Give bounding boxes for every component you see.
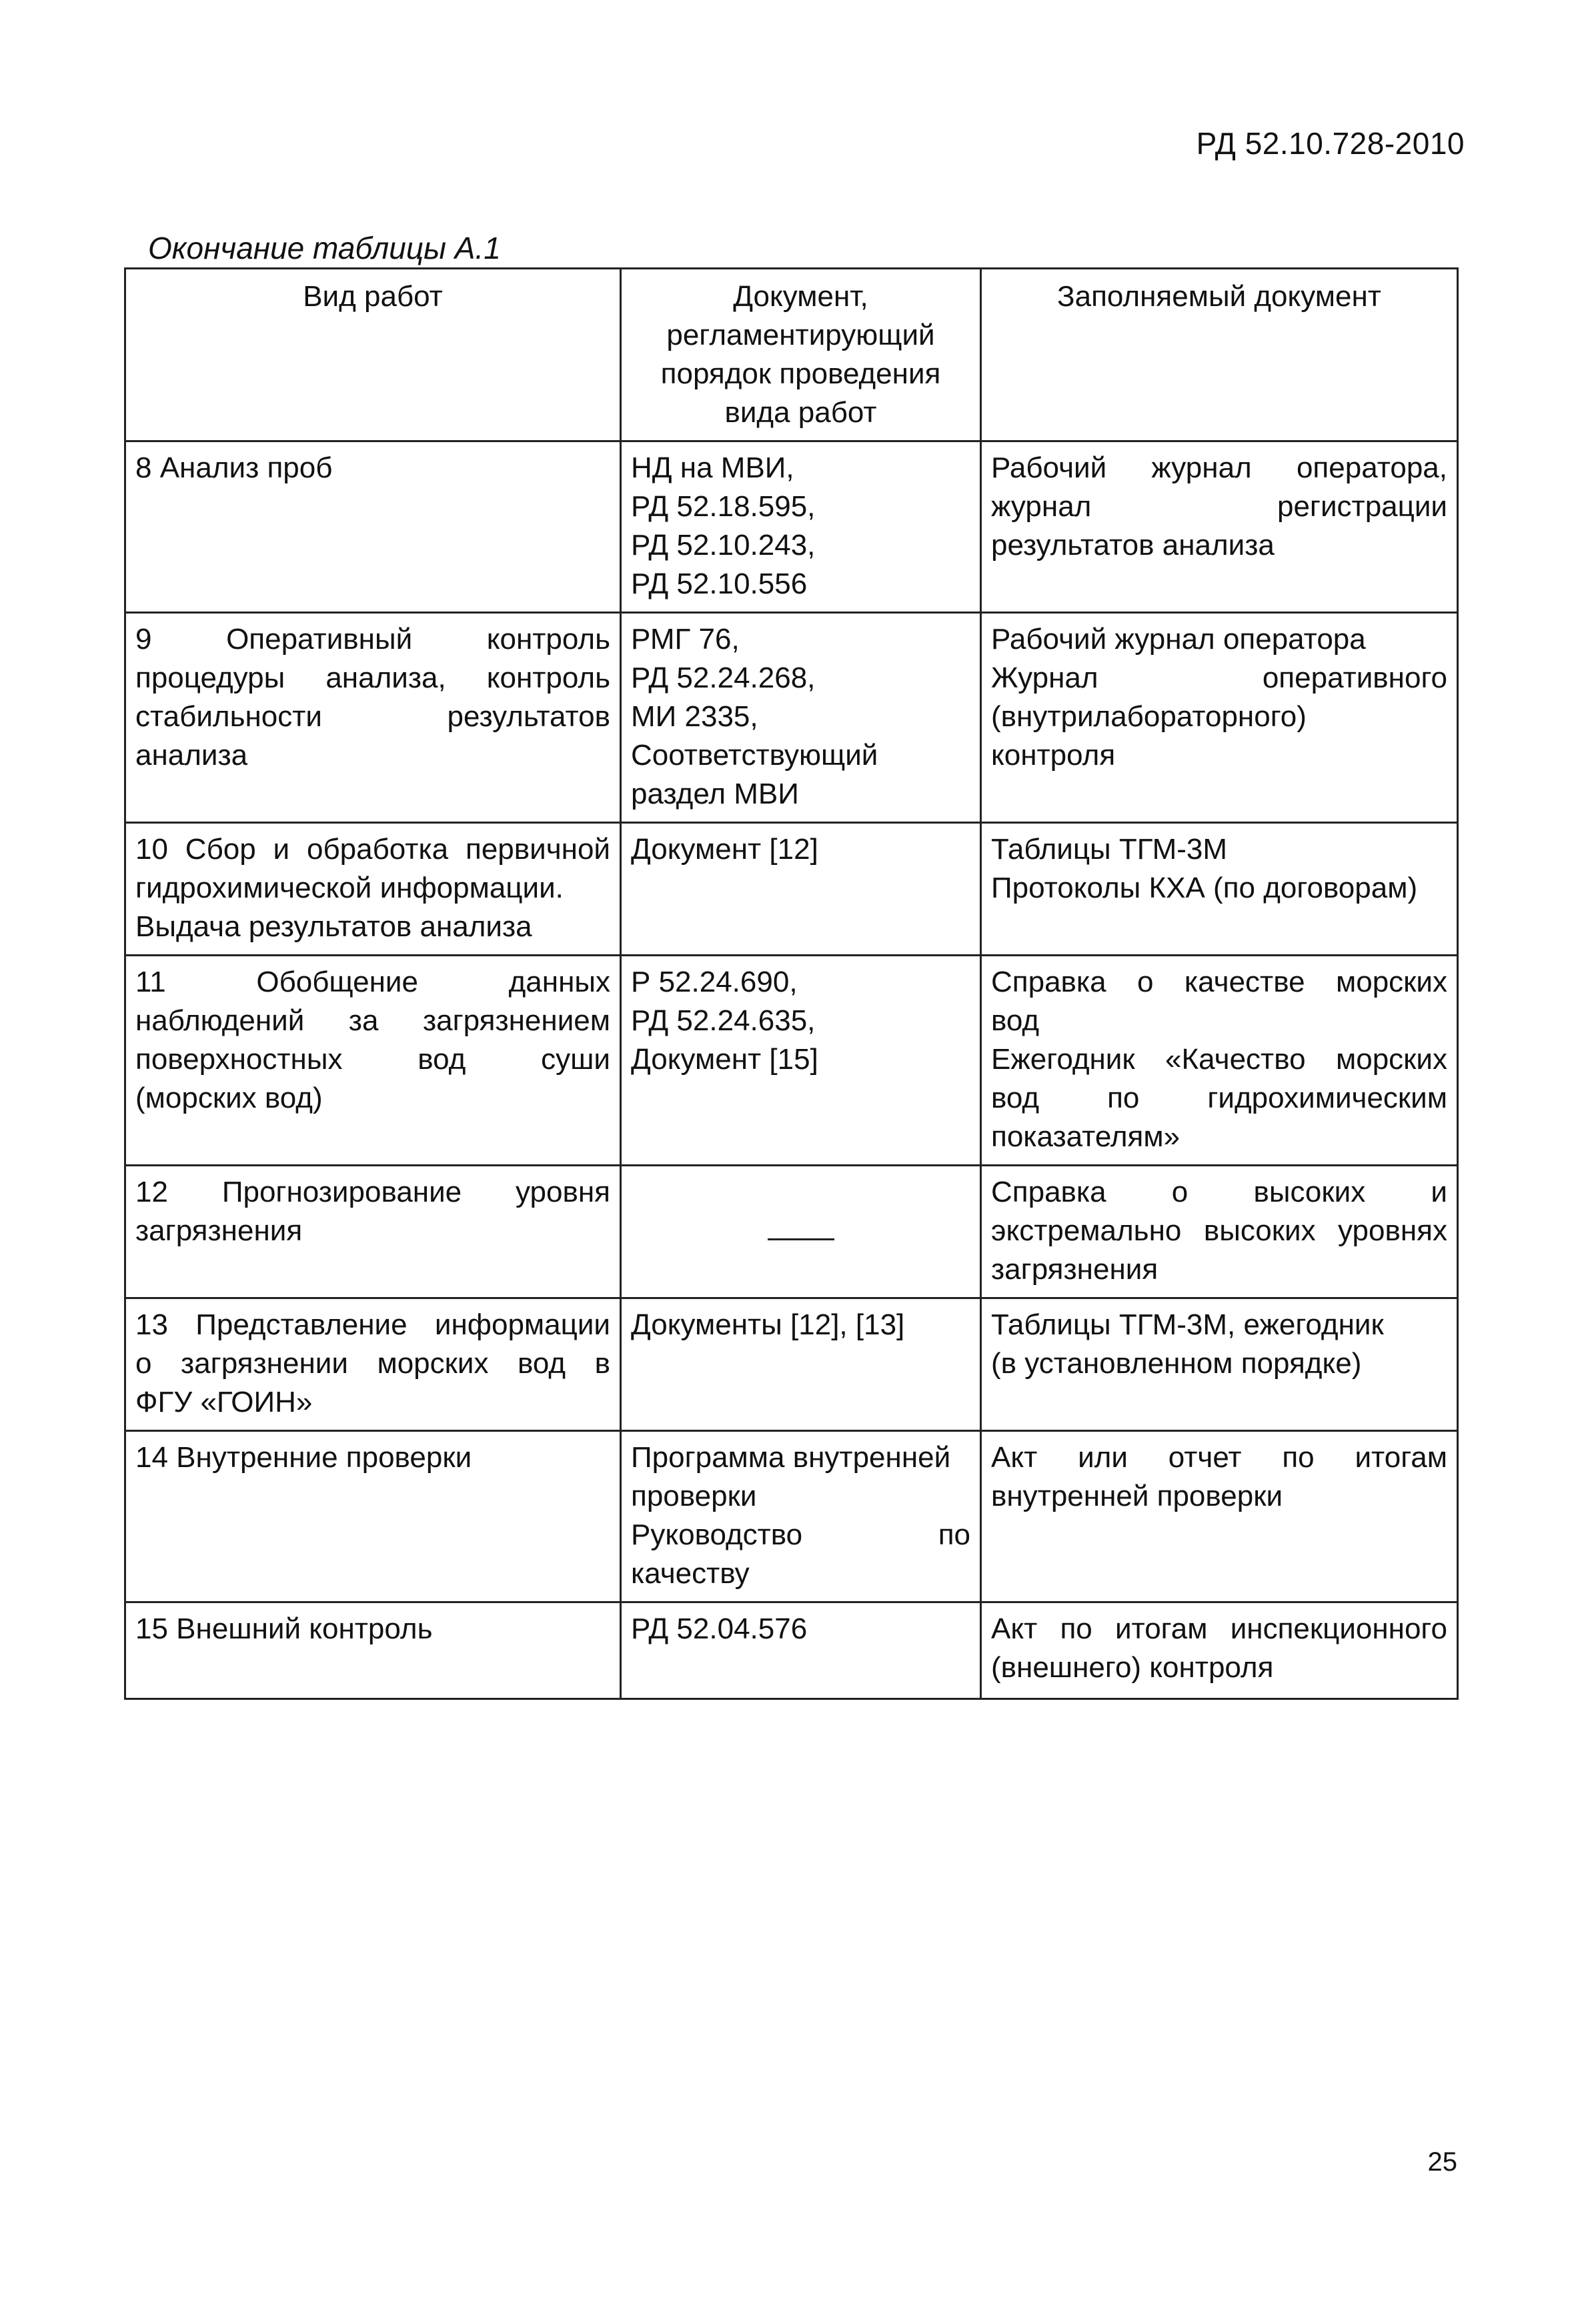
cell-regulating-document: Программа внутренней проверки Руководство по качеству [621,1431,981,1602]
cell-work-type: 10 Сбор и обработка первичной гидрохимической информации. Выдача результатов анализа [125,823,621,956]
table-row [125,613,1458,823]
dash-placeholder [768,1238,834,1240]
document-code: РД 52.10.728-2010 [1196,126,1465,161]
cell-regulating-document: РМГ 76, РД 52.24.268, МИ 2335, Соответствующий раздел МВИ [621,613,981,823]
table-row [125,1431,1458,1602]
table-row [125,823,1458,956]
page-number: 25 [1427,2147,1457,2177]
cell-filled-document: Справка о качестве морских вод Ежегодник «Качество морских вод по гидрохимическим показателям» [981,956,1458,1166]
cell-work-type: 14 Внутренние проверки [125,1431,621,1602]
header-cell-filled-document: Заполняемый документ [981,269,1458,441]
table-row [125,441,1458,613]
cell-filled-document: Таблицы ТГМ-3М Протоколы КХА (по договорам) [981,823,1458,956]
cell-filled-document: Рабочий журнал оператора, журнал регистрации результатов анализа [981,441,1458,613]
cell-regulating-document-empty [621,1166,981,1298]
cell-regulating-document: Документы [12], [13] [621,1298,981,1431]
cell-regulating-document: РД 52.04.576 [621,1602,981,1699]
header-cell-regulating-document: Документ, регламентирующий порядок проведения вида работ [621,269,981,441]
cell-filled-document: Справка о высоких и экстремально высоких уровнях загрязнения [981,1166,1458,1298]
table-row [125,1602,1458,1699]
cell-regulating-document: НД на МВИ, РД 52.18.595, РД 52.10.243, РД 52.10.556 [621,441,981,613]
cell-regulating-document: Р 52.24.690, РД 52.24.635, Документ [15] [621,956,981,1166]
table-caption: Окончание таблицы А.1 [148,231,501,265]
cell-filled-document: Акт по итогам инспекционного (внешнего) контроля [981,1602,1458,1699]
table-row [125,1298,1458,1431]
cell-filled-document: Акт или отчет по итогам внутренней проверки [981,1431,1458,1602]
cell-regulating-document: Документ [12] [621,823,981,956]
cell-work-type: 15 Внешний контроль [125,1602,621,1699]
cell-filled-document: Таблицы ТГМ-3М, ежегодник (в установленном порядке) [981,1298,1458,1431]
cell-work-type: 13 Представление информации о загрязнении морских вод в ФГУ «ГОИН» [125,1298,621,1431]
cell-work-type: 12 Прогнозирование уровня загрязнения [125,1166,621,1298]
cell-filled-document: Рабочий журнал оператора Журнал оперативного (внутрилабораторного) контроля [981,613,1458,823]
work-types-table [124,267,1459,1700]
table-row [125,1166,1458,1298]
cell-work-type: 9 Оперативный контроль процедуры анализа, контроль стабильности результатов анализа [125,613,621,823]
table-header-row [125,269,1458,441]
header-cell-work-type: Вид работ [125,269,621,441]
cell-work-type: 11 Обобщение данных наблюдений за загрязнением поверхностных вод суши (морских вод) [125,956,621,1166]
cell-work-type: 8 Анализ проб [125,441,621,613]
table-row [125,956,1458,1166]
